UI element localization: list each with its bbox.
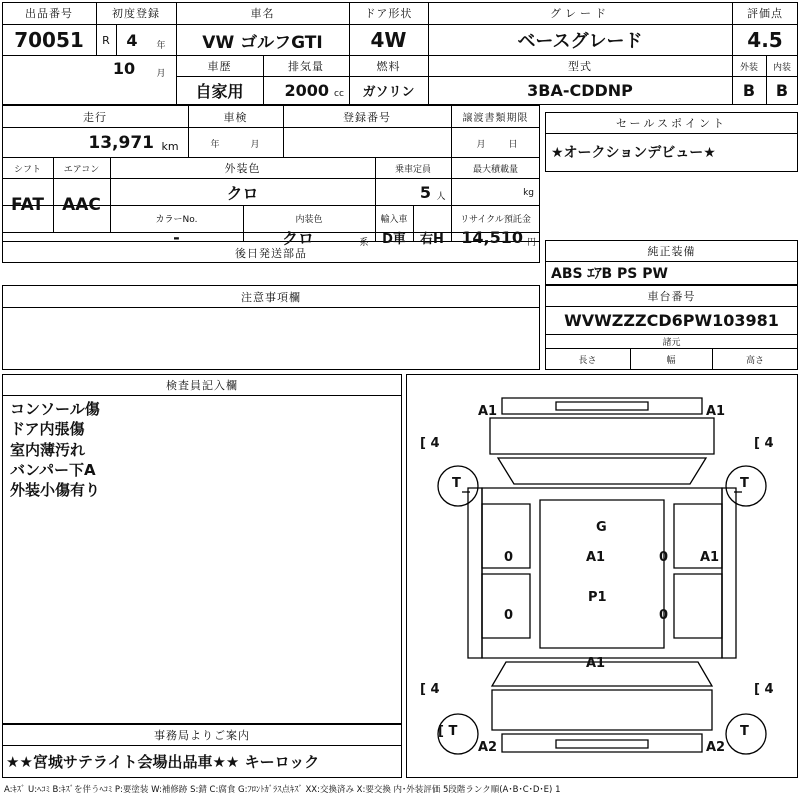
grade-label: グレード: [550, 7, 610, 20]
inspector-title: 検査員記入欄: [166, 379, 238, 392]
damage-mark: A2: [478, 740, 498, 755]
damage-mark: A1: [586, 656, 606, 671]
damage-mark: A1: [586, 550, 606, 565]
recycle-label: リサイクル預託金: [460, 215, 531, 225]
length-label: 長さ: [578, 356, 597, 366]
damage-mark: A1: [706, 404, 726, 419]
ext-color-label: 外装色: [224, 162, 261, 175]
interior-grade-label: 内装: [772, 62, 791, 73]
damage-mark: [ 4: [420, 682, 440, 697]
office-text: ★★宮城サテライト会場出品車★★ キーロック: [6, 753, 320, 771]
width-label: 幅: [666, 356, 676, 366]
first-reg-month: 10: [112, 58, 136, 78]
exterior-grade-value: B: [742, 81, 756, 100]
damage-mark: T: [740, 476, 749, 491]
ext-color-value: クロ: [226, 184, 259, 203]
footer-legend: A:ｷｽﾞ U:ﾍｺﾐ B:ｷｽﾞを伴うﾍｺﾐ P:要塗装 W:補修跡 S:錆 C:腐食 G:ﾌﾛﾝﾄｶﾞﾗｽ点ｷｽﾞ XX:交換済み X:要交換 内･外装評価 5段階ランク順(A･B･C･D･E) 1: [4, 785, 561, 795]
fuel-value: ガソリン: [362, 85, 415, 100]
fuel-label: 燃料: [376, 60, 401, 73]
damage-mark: [ 4: [754, 436, 774, 451]
rating-value: 4.5: [747, 28, 783, 52]
damage-mark: P1: [588, 590, 607, 605]
shift-label: シフト: [13, 164, 41, 175]
later-parts-label: 後日発送部品: [235, 246, 307, 260]
first-reg-year-unit: 年: [156, 40, 166, 51]
first-reg-label: 初度登録: [112, 7, 160, 20]
equipment-label: 純正装備: [647, 245, 696, 258]
first-reg-month-unit: 月: [156, 68, 166, 79]
car-name-label: 車名: [250, 7, 275, 20]
transfer-day-unit: 日: [508, 139, 518, 150]
inspector-notes: [10, 399, 390, 500]
inspector-note-line: バンパー下A: [10, 460, 96, 479]
damage-mark: 0: [504, 608, 514, 623]
dimensions-label: 諸元: [662, 338, 681, 348]
displacement-label: 排気量: [288, 60, 324, 73]
first-reg-year: 4: [126, 30, 138, 50]
transfer-month-unit: 月: [476, 139, 486, 150]
reg-no-label: 登録番号: [343, 110, 391, 124]
door-value: 4W: [370, 28, 407, 52]
damage-mark: [ 4: [420, 436, 440, 451]
inspector-note-line: コンソール傷: [10, 400, 100, 418]
inspector-note-line: 室内薄汚れ: [10, 440, 86, 459]
grade-value: ベースグレード: [517, 31, 643, 52]
vin-label: 車台番号: [647, 290, 696, 303]
mileage-unit: km: [161, 139, 179, 153]
caution-label: 注意事項欄: [241, 290, 301, 304]
history-value: 自家用: [195, 82, 244, 101]
sales-point-value: ★オークションデビュー★: [551, 145, 716, 161]
first-reg-era: R: [102, 33, 110, 47]
exterior-grade-label: 外装: [739, 62, 758, 73]
rating-label: 評価点: [747, 7, 783, 20]
seats-unit: 人: [436, 192, 446, 202]
office-title: 事務局よりご案内: [154, 729, 250, 742]
int-color-value: クロ: [281, 228, 314, 248]
history-label: 車歴: [207, 60, 232, 73]
max-load-label: 最大積載量: [472, 164, 518, 175]
damage-mark: T: [740, 724, 749, 739]
transfer-label: 譲渡書類期限: [462, 113, 529, 124]
damage-mark: 0: [504, 550, 514, 565]
shaken-label: 車検: [223, 110, 248, 124]
shaken-year-unit: 年: [210, 139, 220, 150]
sales-point-label: セールスポイント: [615, 117, 727, 130]
damage-mark: 0: [659, 550, 669, 565]
displacement-unit: cc: [334, 89, 344, 99]
displacement-value: 2000: [284, 81, 329, 100]
interior-grade-value: B: [775, 81, 789, 100]
equipment-value: ABS ｴｱB PS PW: [551, 266, 668, 282]
damage-mark: 0: [659, 608, 669, 623]
mileage-label: 走行: [83, 110, 107, 124]
damage-mark: [ 4: [754, 682, 774, 697]
mileage-value: 13,971: [88, 132, 154, 153]
inspector-note-line: 外装小傷有り: [10, 481, 101, 499]
car-name-value: VW ゴルフGTI: [202, 32, 323, 53]
model-code-label: 型式: [568, 60, 592, 73]
import-label: 輸入車: [380, 215, 408, 225]
damage-mark: A2: [706, 740, 726, 755]
seats-value: 5: [419, 183, 431, 202]
damage-mark: A1: [700, 550, 720, 565]
damage-mark: A1: [478, 404, 498, 419]
shift-value: FAT: [10, 195, 45, 215]
lot-no-value: 70051: [14, 28, 84, 52]
model-code-value: 3BA-CDDNP: [527, 81, 633, 100]
car-outline-svg: [406, 374, 798, 778]
inspector-note-line: ドア内張傷: [10, 420, 85, 439]
max-load-unit: kg: [523, 187, 534, 198]
damage-mark: G: [596, 520, 607, 535]
seats-label: 乗車定員: [394, 164, 431, 175]
damage-mark: T: [452, 476, 461, 491]
int-color-suffix: 系: [359, 237, 369, 248]
height-label: 高さ: [745, 356, 764, 366]
damage-mark: [ T: [438, 724, 458, 739]
int-color-label: 内装色: [295, 215, 323, 225]
handle-value: 右H: [420, 231, 444, 247]
door-label: ドア形状: [364, 7, 413, 20]
ac-label: エアコン: [63, 164, 100, 175]
recycle-unit: 円: [526, 237, 536, 248]
reg-no-value: [283, 129, 451, 156]
lot-no-label: 出品番号: [25, 7, 73, 20]
shaken-month-unit: 月: [250, 139, 260, 150]
recycle-value: 14,510: [461, 227, 523, 247]
vin-value: WVWZZZCD6PW103981: [564, 310, 779, 330]
ac-value: AAC: [62, 195, 101, 215]
car-diagram: [406, 374, 798, 778]
color-no-value: -: [173, 227, 180, 247]
import-value: D車: [382, 231, 406, 247]
color-no-label: カラーNo.: [155, 215, 198, 225]
